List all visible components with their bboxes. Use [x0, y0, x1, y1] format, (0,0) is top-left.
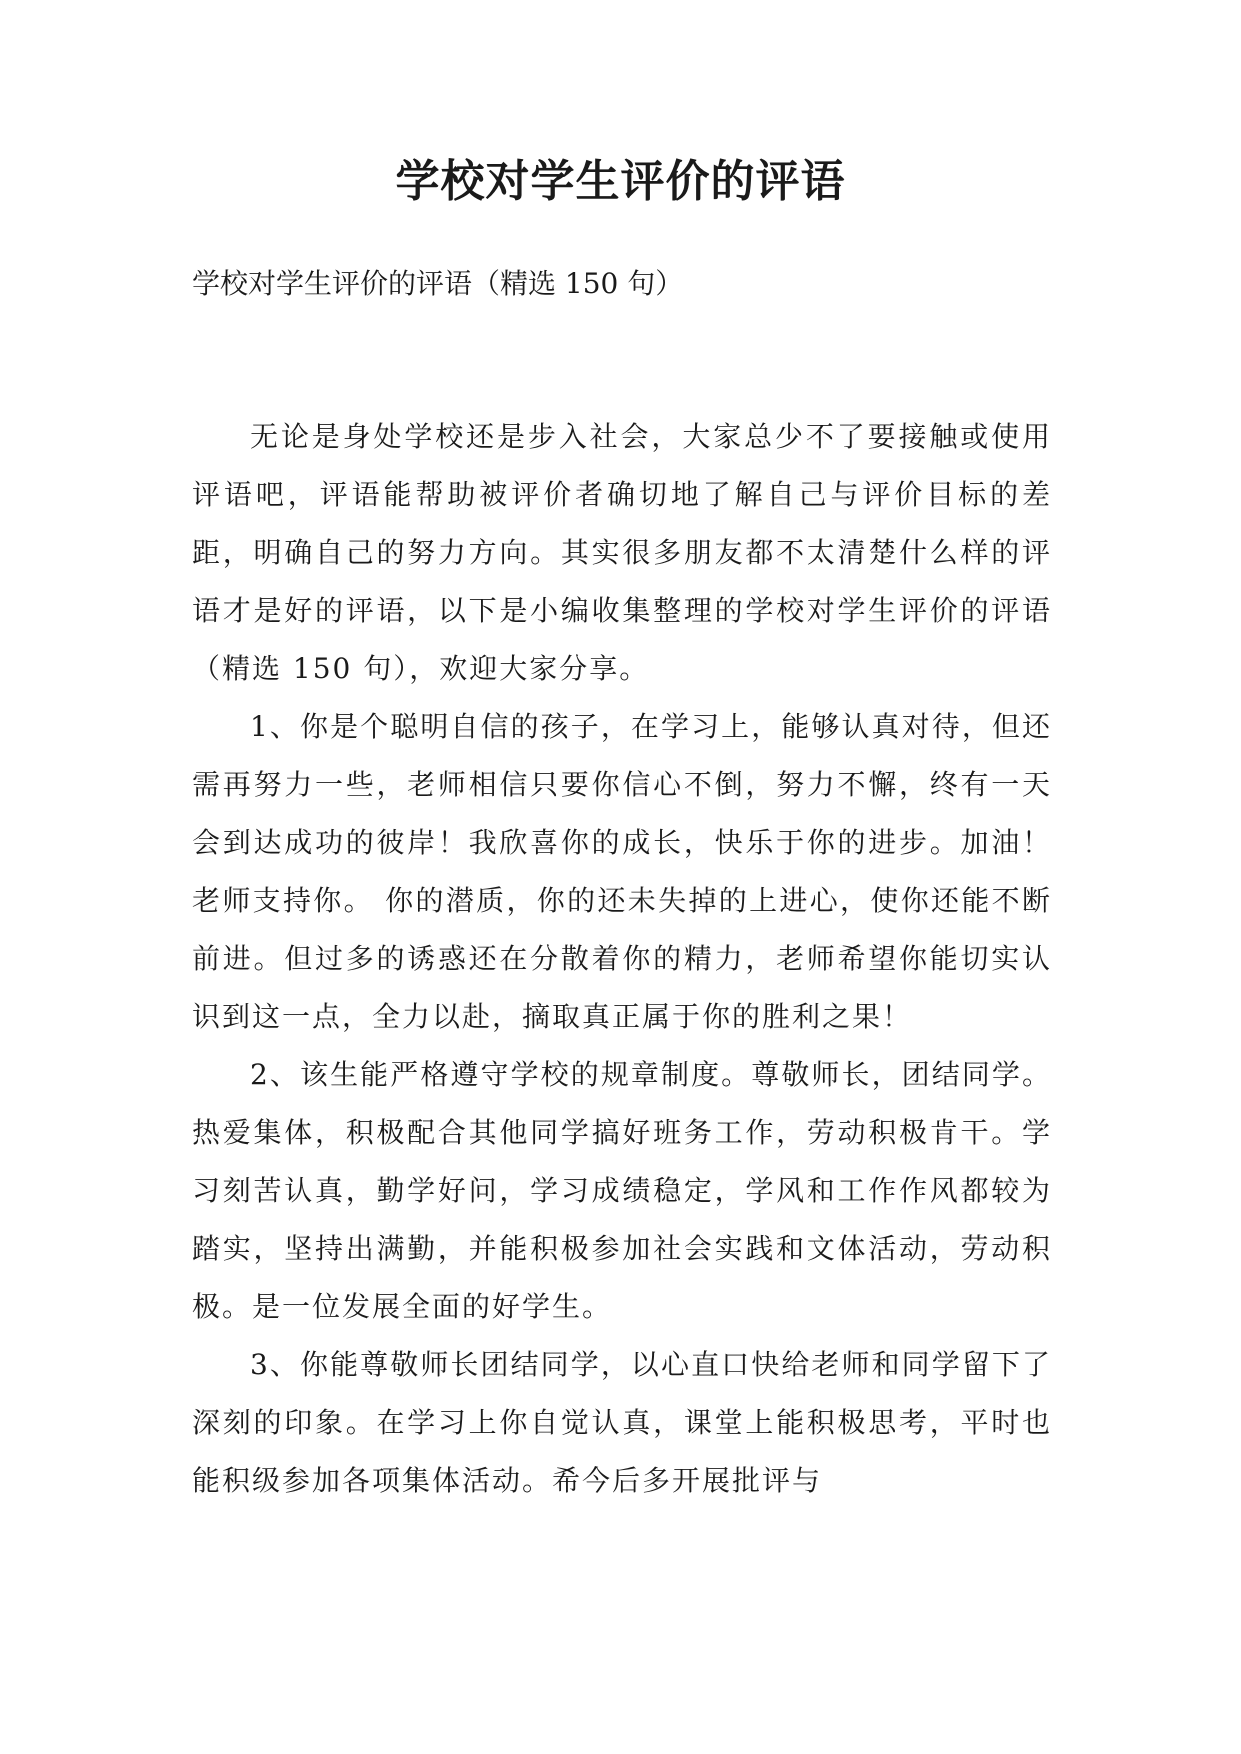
document-body — [192, 408, 1052, 1510]
paragraph-item-2: 2、该生能严格遵守学校的规章制度。尊敬师长，团结同学。热爱集体，积极配合其他同学搞好班务工作，劳动积极肯干。学习刻苦认真，勤学好问，学习成绩稳定，学风和工作作风都较为踏实，坚持出满勤，并能积极参加社会实践和文体活动，劳动积极。是一位发展全面的好学生。 — [192, 1058, 1052, 1323]
paragraph-intro: 无论是身处学校还是步入社会，大家总少不了要接触或使用评语吧，评语能帮助被评价者确切地了解自己与评价目标的差距，明确自己的努力方向。其实很多朋友都不太清楚什么样的评语才是好的评语，以下是小编收集整理的学校对学生评价的评语（精选 150 句），欢迎大家分享。 — [192, 420, 1052, 685]
document-title: 学校对学生评价的评语 — [395, 156, 846, 207]
paragraph-item-1: 1、你是个聪明自信的孩子，在学习上，能够认真对待，但还需再努力一些，老师相信只要你信心不倒，努力不懈，终有一天会到达成功的彼岸！我欣喜你的成长，快乐于你的进步。加油！老师支持你。 你的潜质，你的还未失掉的上进心，使你还能不断前进。但过多的诱惑还在分散着你的精力，老师希望你能切实认识到这一点，全力以赴，摘取真正属于你的胜利之果！ — [192, 710, 1052, 1033]
document-subtitle: 学校对学生评价的评语（精选 150 句） — [192, 267, 684, 300]
paragraph-item-3: 3、你能尊敬师长团结同学，以心直口快给老师和同学留下了深刻的印象。在学习上你自觉认真，课堂上能积极思考，平时也能积级参加各项集体活动。希今后多开展批评与 — [192, 1348, 1052, 1497]
